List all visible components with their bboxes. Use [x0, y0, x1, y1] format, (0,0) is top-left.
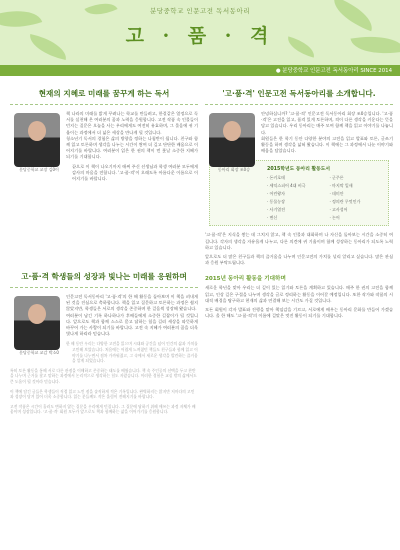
paragraph: 청소년기 독서의 경험은 삶의 방향을 정하는 나침반이 됩니다. 친구와 함께 읽고 토론하며 생각을 나누는 시간이 쌓여 더 깊고 단단한 배움으로 이어지기를 바랍니다. 여러분이 읽은 한 권의 책이 먼 훗날 소중한 지혜가 되기를 기대합니다.	[66, 135, 198, 160]
left-column	[10, 82, 198, 182]
paragraph: 회원들은 한 학기 동안 다양한 분야의 고전을 읽고 발표와 토론, 글쓰기 활동을 하며 생각을 넓혀 왔습니다. 이 책에는 그 과정에서 나눈 이야기와 배움을 담았습니다.	[261, 135, 393, 154]
vice-principal-caption: 분당중학교 교감 박소0	[19, 350, 59, 355]
president-caption: 동아리 회장 조0승	[217, 167, 251, 172]
paragraph: 끝으로 이 책이 나오기까지 애써 주신 선생님과 학생 여러분 모두에게 감사의 마음을 전합니다. '고·품·격'이 오래도록 아름다운 이름으로 이어지기를 바랍니다.	[72, 163, 198, 182]
stripe-text: ● 분당중학교 인문고전 독서동아리 SINCE 2014	[275, 68, 392, 74]
right-column	[205, 82, 393, 319]
paragraph: '고·품·격'은 지식을 쌓는 데 그치지 않고, 책 속 인물과 대화하며 나 자신을 돌아보는 시간을 소중히 여깁니다. 각자의 생각을 자유롭게 나누고, 다른 의견에 귀 기울이며 함께 성장하는 동아리가 되도록 노력하고 있습니다.	[205, 232, 393, 250]
paragraph: 고전 작품은 시간이 흘러도 변하지 않는 질문을 우리에게 던집니다. 그 질문에 답하기 위해 애쓰는 과정 자체가 배움이며 성장입니다. '고·품·격' 회원 모두가 앞으로도 책과 함께하는 삶을 이어가기를 응원합니다.	[10, 403, 196, 415]
paragraph: 모든 회원이 각자 발표와 진행을 맡아 책임감을 기르고, 서로에게 배우는 동아리 문화를 만들어 가겠습니다. 올 한 해도 '고·품·격'의 이름에 걸맞은 멋진 활동이 되기를 기대합니다.	[205, 307, 393, 319]
header-stripe	[0, 65, 400, 76]
paragraph: 책 나라의 미래를 밝게 꾸려나는 학교를 만들려고, 한결같은 열정으로 독서를 실천해 온 여러분의 꿈과 노력을 응원합니다. 고전 작품 속 인물들이 던지는 질문은 오늘을 사는 우리에게도 여전히 유효하며, 그 물음에 귀 기울이는 과정에서 더 넓은 세상을 만나게 될 것입니다.	[66, 111, 198, 135]
list-item: · 사기열전	[267, 207, 285, 213]
list-item: · 변신	[267, 215, 278, 221]
paragraph: 인문고전 독서동아리 '고·품·격'의 한 해 활동을 돌아보며 이 책을 펴내게 된 것을 진심으로 축하합니다. 책을 읽고 질문하고 토론하는 과정은 쉽지 않았지만, 학생들은 서로의 생각을 존중하며 한 걸음씩 성장해 왔습니다.	[66, 294, 198, 312]
paragraph: 새로운 학년을 맞아 우리는 더 깊이 있는 읽기와 토론을 계획하고 있습니다. 매주 한 권의 고전을 함께 읽고, 인상 깊은 구절을 나누며 생각을 글로 정리하는 활동을 이어갈 예정입니다. 또한 작가와 작품의 시대적 배경을 탐구하고 현재의 삶과 연결해 보는 시간도 가질 것입니다.	[205, 285, 393, 303]
president-photo	[209, 113, 255, 167]
magazine-title: 고 · 품 · 격	[125, 25, 275, 47]
principal-caption: 분당중학교 교장 김0이	[19, 167, 59, 172]
list-item: · 동물농장	[267, 199, 285, 205]
paragraph: 여러분이 남긴 기록 하나하나가 후배들에게 소중한 길잡이가 될 것입니다. 앞으로도 책과 함께 스스로 묻고 답하는 힘을 길러 세상을 따뜻하게 바꾸어 가는 사람이 되기를 바랍니다. 고전 속 지혜가 여러분의 꿈을 더욱 빛나게 하리라 믿습니다.	[66, 312, 198, 337]
list-item: · 논어	[329, 215, 340, 221]
paragraph: 앞으로도 더 많은 친구들과 책의 즐거움을 나누며 인문고전의 가치를 널리 알리고 싶습니다. 많은 관심과 응원 부탁드립니다.	[205, 254, 393, 266]
paragraph: 한 해 동안 우리는 다양한 고전을 읽으며 시대와 공간을 넘어 인간의 삶과 가치를 고민해 보았습니다. 처음에는 어렵게 느껴졌던 책들도 친구들과 함께 읽고 이야기를 나누면서 점차 가까워졌고, 그 속에서 새로운 생각을 발견하는 즐거움을 알게 되었습니다.	[66, 341, 198, 364]
paragraph: 이 책에 담긴 글들은 학생들이 직접 읽고 느낀 점을 솔직하게 적은 기록입니다. 완벽하지는 않지만 저마다의 고민과 성장이 담겨 있어 더욱 소중합니다. 읽는 분들께도 작은 울림이 전해지기를 바랍니다.	[10, 388, 195, 400]
club-intro-title: '고·품·격' 인문고전 독서동아리를 소개합니다.	[205, 82, 393, 105]
content	[0, 76, 400, 550]
principal-message	[10, 111, 198, 182]
vice-principal-section	[10, 265, 198, 415]
school-name: 분당중학교 인문고전 독서동아리	[149, 7, 251, 15]
list-item: · 군주론	[329, 175, 344, 181]
list-item: · 셰익스피어 4대 비극	[267, 183, 306, 189]
reading-list-title: 2015학년도 동아리 활동도서	[267, 167, 331, 173]
paragraph: 특히 토론 활동을 통해 서로 다른 관점을 이해하고 존중하는 태도를 배웠습니다. 책 속 주인공의 선택을 두고 찬반을 나누며 근거를 찾고 말하는 과정에서 논리적으로 생각하는 힘도 자랐습니다. 이러한 경험은 교실 밖의 삶에서도 큰 도움이 될 것이라 믿습니다.	[10, 367, 197, 384]
vice-principal-photo	[14, 296, 60, 350]
principal-photo	[14, 113, 60, 167]
list-item: · 어린왕자	[267, 191, 285, 197]
list-item: · 고사성어	[329, 207, 348, 213]
plan-subtitle: 2015년 동아리 활동을 기대하며	[205, 276, 286, 283]
vice-principal-section-title: 고·품·격 학생들의 성장과 빛나는 미래를 응원하며	[10, 265, 198, 288]
paragraph: 안녕하십니까? '고·품·격' 인문고전 독서동아리 회장 조0승입니다. '고·품·격'은 고전을 읽고, 품격 있게 토론하며, 격이 다른 생각을 키운다는 뜻을 담고 있습니다. 우리 동아리는 매주 모여 함께 책을 읽고 이야기를 나눕니다.	[261, 111, 393, 135]
list-item: · 정의란 무엇인가	[329, 199, 361, 205]
list-item: · 돈키호테	[267, 175, 285, 181]
list-item: · 데미안	[329, 191, 344, 197]
club-plan-section	[205, 232, 393, 319]
masthead	[0, 0, 400, 65]
list-item: · 마지막 잎새	[329, 183, 353, 189]
principal-section-title: 현재의 지혜로 미래를 꿈꾸게 하는 독서	[10, 82, 198, 105]
reading-list-grid	[267, 175, 382, 221]
